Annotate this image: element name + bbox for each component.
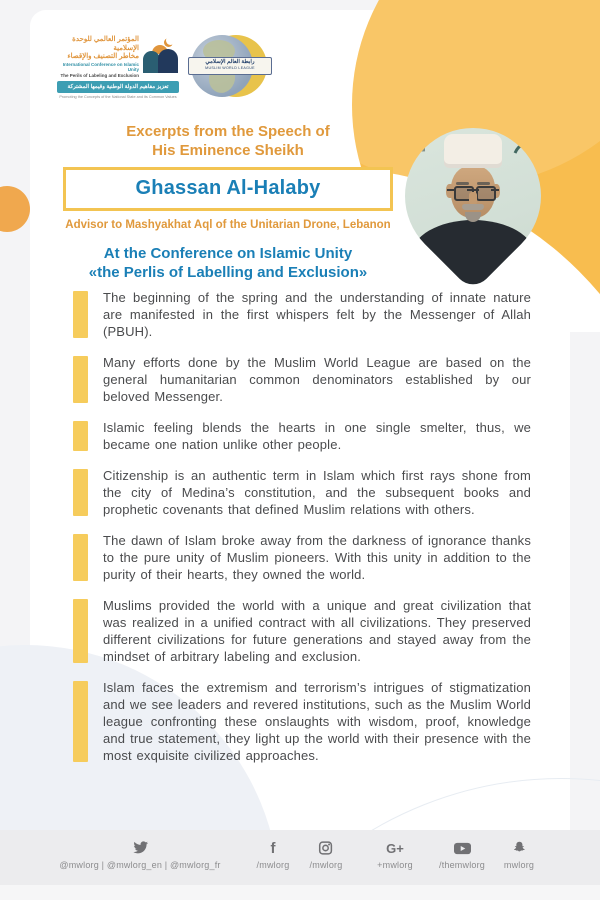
event-title (28, 244, 428, 282)
decorative-orange-dot (0, 186, 30, 232)
quote-text: Citizenship is an authentic term in Islam which first rays shone from the city of Medina’s constitution, and the subsequent books and prophetic covenants that defined Muslim relations with others. (103, 468, 531, 517)
youtube-icon (439, 840, 485, 856)
instagram-icon (310, 840, 343, 856)
quote-text: The beginning of the spring and the understanding of innate nature are manifested in the first whispers felt by the Messenger of Allah (PBUH). (103, 290, 531, 339)
quote-paragraph (73, 354, 531, 405)
conference-banner-subtitle: Promoting the Concepts of the National State and its Common Values (59, 95, 177, 99)
speaker-ear (446, 184, 454, 198)
quote-accent-bar (73, 469, 88, 516)
quote-paragraph (73, 467, 531, 518)
quote-text: The dawn of Islam broke away from the darkness of ignorance thanks to the pure unity of Muslim pioneers. With this unity in addition to the purity of their hearts, they owned the world. (103, 533, 531, 582)
social-group-instagram[interactable] (310, 840, 343, 870)
quote-paragraph (73, 419, 531, 453)
event-line-2: «the Perlis of Labelling and Exclusion» (88, 264, 368, 281)
conference-arabic-line1: المؤتمر العالمي للوحدة الإسلامية (72, 36, 139, 52)
quote-text: Many efforts done by the Muslim World League are based on the general humanitarian common denominators established by our beloved Messenger. (103, 355, 531, 404)
googleplus-handle: +mwlorg (377, 860, 413, 870)
instagram-handle: /mwlorg (309, 860, 343, 870)
mwl-arabic-name: رابطة العالم الإسلامي (205, 59, 255, 65)
social-group-snapchat[interactable] (504, 840, 534, 870)
mosque-icon (143, 36, 179, 73)
conference-english-line2: The Perils of Labeling and Exclusion (60, 72, 139, 78)
speaker-eyebrow (477, 182, 490, 185)
speaker-name-box (63, 167, 393, 211)
speaker-mustache (462, 204, 484, 210)
quote-paragraph (73, 532, 531, 583)
speaker-cap (444, 134, 502, 168)
facebook-icon: f (270, 839, 276, 857)
mwl-english-name: MUSLIM WORLD LEAGUE (205, 66, 255, 70)
social-group-twitter[interactable] (59, 840, 220, 870)
footer-lower-strip (0, 885, 600, 900)
kicker-line-2: His Eminence Sheikh (152, 142, 304, 159)
social-group-googleplus[interactable] (377, 840, 413, 870)
twitter-icon (59, 840, 220, 856)
quote-paragraph (73, 597, 531, 665)
quote-paragraph (73, 679, 531, 764)
header (28, 122, 428, 282)
speaker-name: Ghassan Al-Halaby (135, 177, 321, 199)
conference-arabic-line2: مخاطر التصنيف والإقصاء (67, 53, 139, 60)
mwl-logo-band (188, 57, 272, 75)
facebook-handle: /mwlorg (256, 860, 290, 870)
glasses-temple (491, 189, 499, 191)
glasses-temple (447, 189, 455, 191)
quote-accent-bar (73, 291, 88, 338)
twitter-handles: @mwlorg | @mwlorg_en | @mwlorg_fr (59, 860, 221, 870)
speaker-role: Advisor to Mashyakhat Aql of the Unitarian Drone, Lebanon (65, 219, 391, 231)
conference-english-line1: International Conference on Islamic Unity (62, 61, 139, 72)
quote-accent-bar (73, 356, 88, 403)
google-plus-icon: G+ (386, 840, 404, 856)
mosque-arch-right (158, 49, 178, 73)
speaker-eyebrow (456, 182, 469, 185)
social-group-facebook[interactable] (257, 840, 290, 870)
quote-text: Islamic feeling blends the hearts in one single smelter, thus, we became one nation unlike other people. (103, 420, 531, 452)
kicker-line-1: Excerpts from the Speech of (126, 123, 330, 140)
mwl-logo (191, 33, 269, 103)
quote-text: Islam faces the extremism and terrorism’s intrigues of stigmatization and we see leaders and revered institutions, such as the Muslim World league confronting these onslaughts with wisdom, proof, knowledge and true statement, they light up the world with their presence with the most exquisite civilized approaches. (103, 680, 531, 763)
quote-paragraph (73, 289, 531, 340)
youtube-handle: /themwlorg (438, 860, 486, 870)
speech-excerpts (73, 289, 531, 778)
snapchat-icon (504, 840, 534, 856)
event-line-1: At the Conference on Islamic Unity (103, 245, 353, 262)
conference-logo (57, 36, 179, 100)
snapchat-handle: mwlorg (503, 860, 535, 870)
quote-accent-bar (73, 421, 88, 451)
conference-banner: تعزيز مفاهيم الدولة الوطنية وقيمها المشتركة (57, 81, 179, 93)
crescent-icon (166, 36, 175, 45)
glasses-bridge (467, 189, 479, 191)
quote-accent-bar (73, 534, 88, 581)
quote-accent-bar (73, 681, 88, 762)
quote-accent-bar (73, 599, 88, 663)
conference-logo-text (57, 36, 139, 78)
quote-text: Muslims provided the world with a unique and great civilization that was realized in a unified contract with all civilizations. They preserved different civilizations for future generations and stayed away from the mindset of arbitrary labeling and exclusion. (103, 598, 531, 664)
conference-logo-row (57, 36, 179, 78)
social-group-youtube[interactable] (439, 840, 485, 870)
social-footer (0, 830, 600, 885)
